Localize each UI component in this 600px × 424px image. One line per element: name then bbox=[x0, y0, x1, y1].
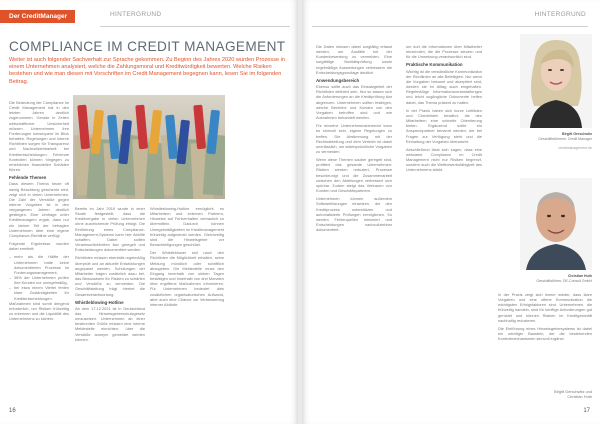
paragraph: In der Praxis haben sich kurze Leitfäden und Checklisten bewährt, die den Mitarbeitern eine schnelle Orientierung bieten. Ergänzend sollte ein Ansprechpartner benannt werden, der bei Fragen zur Verfügung steht und die Einhaltung der Vorgaben überwacht. bbox=[406, 107, 482, 144]
paragraph: um dort die Informationen über Mitarbeiter einzuholen, die die Prozesse steuern und für die Umsetzung verantwortlich sind. bbox=[406, 44, 482, 60]
paragraph: Maßnahmen sind somit dringend erforderlich, um Risiken frühzeitig zu erkennen und die Liquidität des Unternehmens zu sichern. bbox=[9, 300, 69, 322]
portrait-man bbox=[520, 178, 592, 270]
paragraph: Wenn diese Themen sauber geregelt sind, profitiert das gesamte Unternehmen: Risiken werden reduziert, Prozesse beschleunigt und die Zusammenarbeit zwischen den Abteilungen verbessert sich spürbar. Zudem steigt das Vertrauen von Kunden und Geschäftspartnern. bbox=[316, 157, 392, 194]
paragraph: Ab dem 17.12.2021 ist in Deutschland das Hinweisgeberschutzgesetz umzusetzen. Unternehmen ab einer bestimmten Größe müssen eine interne Meldestelle einrichten, über die Verstöße anonym gemeldet werden können. bbox=[75, 305, 145, 342]
paragraph: Unternehmen können außerdem Softwarelösungen einsetzen, die den Kreditprozess unterstützen und automatisierte Prüfungen ermöglichen. So werden Fehlerquellen minimiert und Entscheidungen nachvollziehbar dokumentiert. bbox=[316, 196, 392, 233]
article-title: COMPLIANCE IM CREDIT MANAGEMENT bbox=[9, 39, 286, 54]
column-heading: Anwendungsbereich bbox=[316, 77, 360, 83]
caption-man-name: Christian Huth bbox=[567, 274, 592, 278]
caption-man-role: Geschäftsführer, DE-Consult GmbH bbox=[536, 278, 592, 283]
portrait-woman bbox=[520, 34, 592, 128]
column-heading: Whistleblowing-Hotline bbox=[75, 299, 124, 305]
paragraph: Die Bedeutung der Compliance im Credit Management hat in den letzten Jahren deutlich zugenommen. Gerade in Zeiten wirtschaftlicher Unsicherheit müssen Unternehmen ihre Forderungen konsequent im Blick behalten. Regelungen und interne Richtlinien sorgen für Transparenz und Nachvollziehbarkeit bei Kreditentscheidungen. Fehlende Kontrollen können hingegen zu erheblichen finanziellen Schäden führen. bbox=[9, 100, 69, 173]
left-column-2 bbox=[75, 206, 145, 402]
caption-woman-role: Geschäftsführerin, Credit Manager bbox=[538, 136, 592, 141]
paragraph: Bereits im Jahr 2019 wurde in einer Studie festgestellt, dass die Kreditvergabe in vielen Unternehmen ohne ausreichende Prüfung erfolgt. Die Einführung eines Compliance-Management-Systems kann hier Abhilfe schaffen. Dabei sollten Verantwortlichkeiten klar geregelt und Entscheidungen dokumentiert werden. bbox=[75, 206, 145, 253]
paragraph: Whistleblowing-Hotline ermöglicht es Mitarbeitern und externen Partnern, Hinweise auf Fehlverhalten vertraulich zu übermitteln. Dadurch können Unregelmäßigkeiten im Kreditmanagement frühzeitig aufgedeckt werden. Gleichzeitig sind die Hinweisgeber vor Benachteiligungen geschützt. bbox=[150, 206, 224, 248]
right-column-3: In der Praxis zeigt sich immer wieder, dass klare Vorgaben und eine offene Kommunikation die wichtigsten Erfolgsfaktoren sind. Unternehmen, die frühzeitig handeln, sind für künftige Anforderungen gut gerüstet und können Risiken im Kreditgeschäft nachhaltig reduzieren. Die Einführung eines Hinweisgebersystems ist dabei ein wichtiger Baustein, der die bestehenden Kontrollmechanismen sinnvoll ergänzt. bbox=[498, 292, 592, 342]
caption-woman bbox=[498, 132, 592, 141]
paragraph: Wichtig ist die verständliche Kommunikation der Richtlinien an alle Beteiligten. Nur wenn die Vorgaben bekannt und akzeptiert sind, werden sie im Alltag auch eingehalten. Regelmäßige Informationsveranstaltungen und leicht zugängliche Dokumente helfen dabei, das Thema präsent zu halten. bbox=[406, 68, 482, 105]
bullet-marker: – bbox=[9, 285, 12, 291]
column-heading: Fehlende Themen bbox=[9, 175, 47, 181]
bullet-text: mehr als die Hälfte der Unternehmen hatte keine dokumentierten Prozesse im Forderungsmanagement, bbox=[14, 254, 69, 275]
bullet-text: 38% der Unternehmen prüfen ihre Kunden nur unregelmäßig, bbox=[14, 275, 69, 286]
watermark-text: creditmanagement.de bbox=[558, 146, 592, 150]
magazine-tag: Der CreditManager bbox=[0, 10, 75, 23]
bullet-item bbox=[9, 275, 69, 285]
bullet-marker: – bbox=[9, 275, 12, 280]
paragraph: Folgende Ergebnisse wurden dabei ermittelt: bbox=[9, 241, 69, 252]
clothespins-photo bbox=[73, 95, 225, 199]
bullet-item bbox=[9, 254, 69, 275]
section-label-right: HINTERGRUND bbox=[534, 11, 586, 18]
paragraph: Richtlinien müssen ebenfalls regelmäßig überprüft und an aktuelle Entwicklungen angepasst werden. Schulungen der Mitarbeiter tragen zusätzlich dazu bei, das Bewusstsein für Risiken zu schärfen und Verstöße zu vermeiden. Die Geschäftsleitung trägt hierbei die Gesamtverantwortung. bbox=[75, 255, 145, 297]
left-column-1 bbox=[9, 100, 69, 402]
header-rule-left bbox=[100, 26, 290, 27]
page-number-right: 17 bbox=[583, 408, 590, 414]
left-page bbox=[0, 0, 298, 424]
paragraph: Ebenso sollte auch das Einsatzgebiet der Richtlinien definiert sein. Nur so lassen sich die Anforderungen an die Kreditprüfung klar abgrenzen. Unternehmen sollten festlegen, welche Bereiche und Kunden von den Vorgaben betroffen sind und wie Ausnahmen behandelt werden. bbox=[316, 84, 392, 121]
section-label-left: HINTERGRUND bbox=[110, 11, 162, 18]
paragraph: Der Whistleblower soll nach den Richtlinien die Möglichkeit erhalten, seine Meldung mündlich oder schriftlich abzugeben. Die Meldestelle muss den Eingang innerhalb von sieben Tagen bestätigen und innerhalb von drei Monaten über ergriffene Maßnahmen informieren. Für Unternehmen bedeutet dies zusätzlichen organisatorischen Aufwand, aber auch eine Chance zur Verbesserung interner Abläufe. bbox=[150, 250, 224, 307]
caption-man bbox=[498, 274, 592, 283]
caption-woman-name: Birgitt Gerschwitz bbox=[562, 132, 592, 136]
right-column-1 bbox=[316, 44, 392, 404]
column-heading: Praktische Kommunikation bbox=[406, 62, 463, 68]
paragraph: Dass diesem Thema heute oft wenig Beachtung geschenkt wird, zeigt sich in vielen Unternehmen. Die Zahl der Verstöße gegen interne Vorgaben ist in den vergangenen Jahren deutlich gestiegen. Eine Umfrage unter Kreditmanagern ergab, dass nur ein kleiner Teil der befragten Unternehmen über eine eigene Compliance-Richtlinie verfügt. bbox=[9, 181, 69, 238]
left-column-3 bbox=[150, 206, 224, 402]
page-number-left: 16 bbox=[9, 408, 16, 414]
article-lead: Weiter ist auch folgender Sachverhalt zur Sprache gekommen. Zu Beginn des Jahres 2020 wurden Prozesse in einem Unternehmen analysiert, welche die Zahlungsmoral und Kreditwürdigkeit bewerten. Welche Risiken bestehen und wie man diesen mit Vorschriften im Credit Management begegnen kann, lesen Sie im folgenden Beitrag. bbox=[9, 57, 286, 85]
paragraph: Die Daten müssen dabei sorgfältig erfasst werden, um Ausfälle bei der Kundenbewertung zu vermeiden. Eine sorgfältige Bonitätsprüfung sowie regelmäßige Auswertungen verbessern die Entscheidungsgrundlage deutlich. bbox=[316, 44, 392, 75]
bullet-text: bei etwa einem Viertel fehlen klare Zuständigkeiten für Kreditentscheidungen. bbox=[14, 285, 69, 301]
author-line-2: Christian Huth bbox=[567, 393, 592, 399]
paragraph: Für einzelne Unternehmensbereiche kann es sinnvoll sein, eigene Regelungen zu treffen. Die Abstimmung mit der Rechtsabteilung und dem Vertrieb ist dabei unerlässlich, um widersprüchliche Vorgaben zu vermeiden. bbox=[316, 123, 392, 154]
right-page bbox=[302, 0, 600, 424]
author-line bbox=[498, 390, 592, 399]
author-line-1: Birgitt Gerschwitz und bbox=[554, 389, 592, 394]
header-rule-right bbox=[312, 26, 588, 27]
bullet-marker: – bbox=[9, 254, 12, 260]
bullet-item bbox=[9, 285, 69, 300]
paragraph: Abschließend lässt sich sagen, dass eine wirksame Compliance im Credit Management nicht nur Risiken begrenzt, sondern auch die Wettbewerbsfähigkeit des Unternehmens stärkt. bbox=[406, 146, 482, 173]
right-column-2 bbox=[406, 44, 482, 404]
